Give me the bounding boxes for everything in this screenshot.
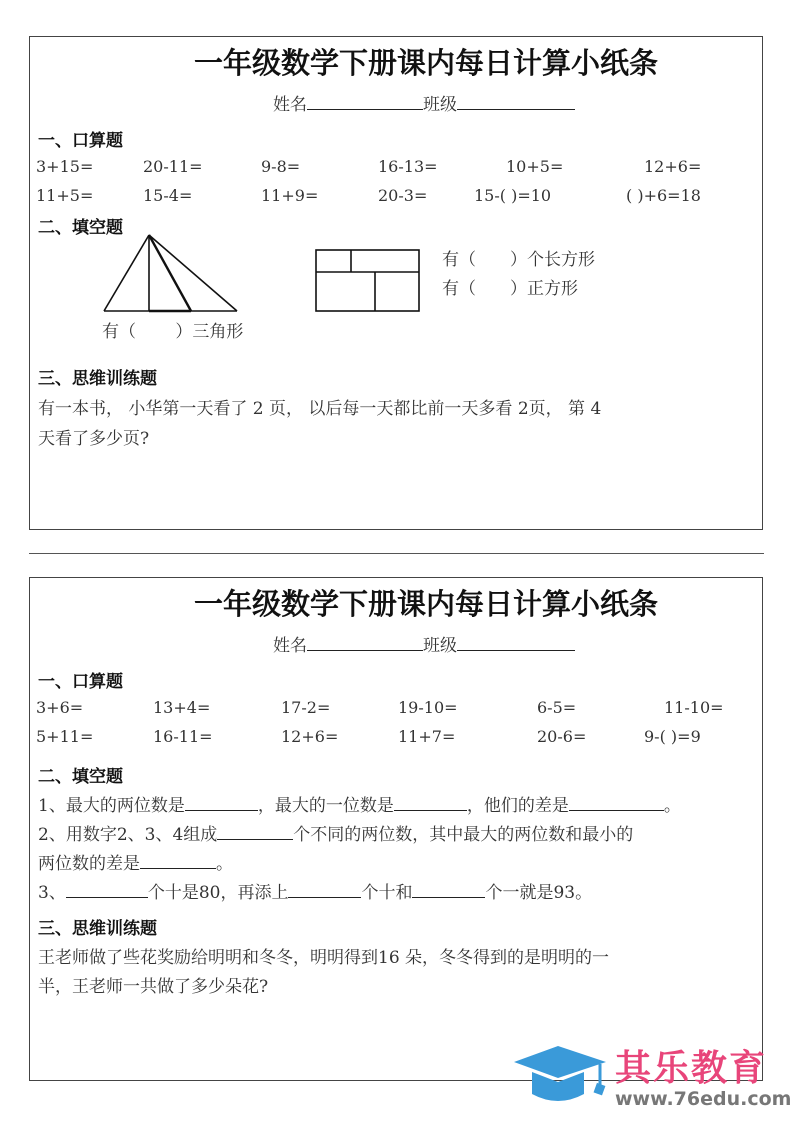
question-text: 两位数的差是 [38, 854, 140, 874]
equation: ( )+6=18 [626, 186, 701, 205]
graduation-cap-icon [510, 1044, 610, 1110]
triangle-figure [102, 233, 242, 315]
section-heading-thinking: 三、思维训练题 [38, 369, 157, 389]
fill-question-1 [38, 791, 681, 816]
equation: 16-11= [153, 727, 213, 746]
fill-question-2-cont [38, 849, 233, 874]
section-heading-thinking: 三、思维训练题 [38, 919, 157, 939]
equation: 12+6= [281, 727, 339, 746]
fill-question-2 [38, 820, 633, 845]
outer-rectangle [316, 250, 419, 311]
equation: 17-2= [281, 698, 331, 717]
word-problem-line: 半，王老师一共做了多少朵花? [38, 977, 269, 997]
name-class-row [273, 631, 575, 656]
class-blank[interactable] [457, 649, 575, 651]
fill-question-3 [38, 878, 592, 903]
answer-blank[interactable] [217, 838, 293, 840]
class-blank[interactable] [457, 108, 575, 110]
equation: 9-8= [261, 157, 301, 176]
equation: 12+6= [644, 157, 702, 176]
question-text: 个十是80，再添上 [147, 883, 289, 903]
answer-blank[interactable] [394, 809, 467, 811]
answer-blank[interactable] [569, 809, 664, 811]
worksheet-title: 一年级数学下册课内每日计算小纸条 [193, 587, 658, 621]
answer-blank[interactable] [185, 809, 258, 811]
rectangle-question: 有（ ）个长方形 [442, 250, 595, 270]
equation: 9-( )=9 [644, 727, 701, 746]
section-heading-fill: 二、填空题 [38, 767, 123, 787]
name-class-row [273, 90, 575, 115]
question-text: 2、用数字2、3、4组成 [38, 825, 218, 845]
equation: 15-( )=10 [474, 186, 552, 205]
equation: 20-11= [143, 157, 203, 176]
equation: 13+4= [153, 698, 211, 717]
equation: 3+15= [36, 157, 94, 176]
name-blank[interactable] [307, 649, 423, 651]
section-heading-fill: 二、填空题 [38, 218, 123, 238]
name-label: 姓名 [273, 95, 307, 115]
question-text: ，最大的一位数是 [257, 796, 394, 816]
question-text: 个不同的两位数，其中最大的两位数和最小的 [293, 825, 634, 845]
question-text: 1、最大的两位数是 [38, 796, 185, 816]
answer-blank[interactable] [140, 867, 216, 869]
equation: 3+6= [36, 698, 84, 717]
triangle-question: 有（ ）三角形 [102, 322, 244, 342]
brand-watermark [510, 1040, 790, 1118]
worksheet-card-2 [29, 577, 763, 1081]
brand-url: www.76edu.com [615, 1088, 792, 1110]
equation: 10+5= [506, 157, 564, 176]
square-question: 有（ ）正方形 [442, 279, 578, 299]
equation: 11-10= [664, 698, 724, 717]
question-text: 3、 [38, 883, 66, 903]
question-text: 个一就是93。 [485, 883, 593, 903]
word-problem-line: 天看了多少页? [38, 429, 150, 449]
section-heading-oral: 一、口算题 [38, 672, 123, 692]
answer-blank[interactable] [412, 896, 485, 898]
equation: 11+9= [261, 186, 319, 205]
triangle-left-edge [104, 235, 149, 311]
class-label: 班级 [423, 636, 457, 656]
answer-blank[interactable] [288, 896, 361, 898]
question-text: 个十和 [361, 883, 413, 903]
word-problem-line: 王老师做了些花奖励给明明和冬冬，明明得到16 朵，冬冬得到的是明明的一 [38, 948, 610, 968]
name-blank[interactable] [307, 108, 423, 110]
section-heading-oral: 一、口算题 [38, 131, 123, 151]
equation: 5+11= [36, 727, 94, 746]
cut-line-divider [29, 553, 764, 554]
worksheet-title: 一年级数学下册课内每日计算小纸条 [193, 46, 658, 80]
question-text: 。 [216, 854, 233, 874]
equation: 19-10= [398, 698, 458, 717]
worksheet-card-1 [29, 36, 763, 530]
triangle-inner-line [149, 235, 191, 311]
triangle-right-edge [149, 235, 237, 311]
equation: 6-5= [537, 698, 577, 717]
equation: 20-6= [537, 727, 587, 746]
question-text: 。 [663, 796, 681, 816]
equation: 11+5= [36, 186, 94, 205]
question-text: ，他们的差是 [466, 796, 569, 816]
equation: 15-4= [143, 186, 193, 205]
equation: 16-13= [378, 157, 438, 176]
word-problem-line: 有一本书， 小华第一天看了 2 页， 以后每一天都比前一天多看 2页， 第 4 [38, 399, 602, 419]
answer-blank[interactable] [66, 896, 148, 898]
name-label: 姓名 [273, 636, 307, 656]
equation: 20-3= [378, 186, 428, 205]
equation: 11+7= [398, 727, 456, 746]
brand-name: 其乐教育 [615, 1048, 768, 1089]
rectangle-figure [315, 249, 421, 313]
class-label: 班级 [423, 95, 457, 115]
